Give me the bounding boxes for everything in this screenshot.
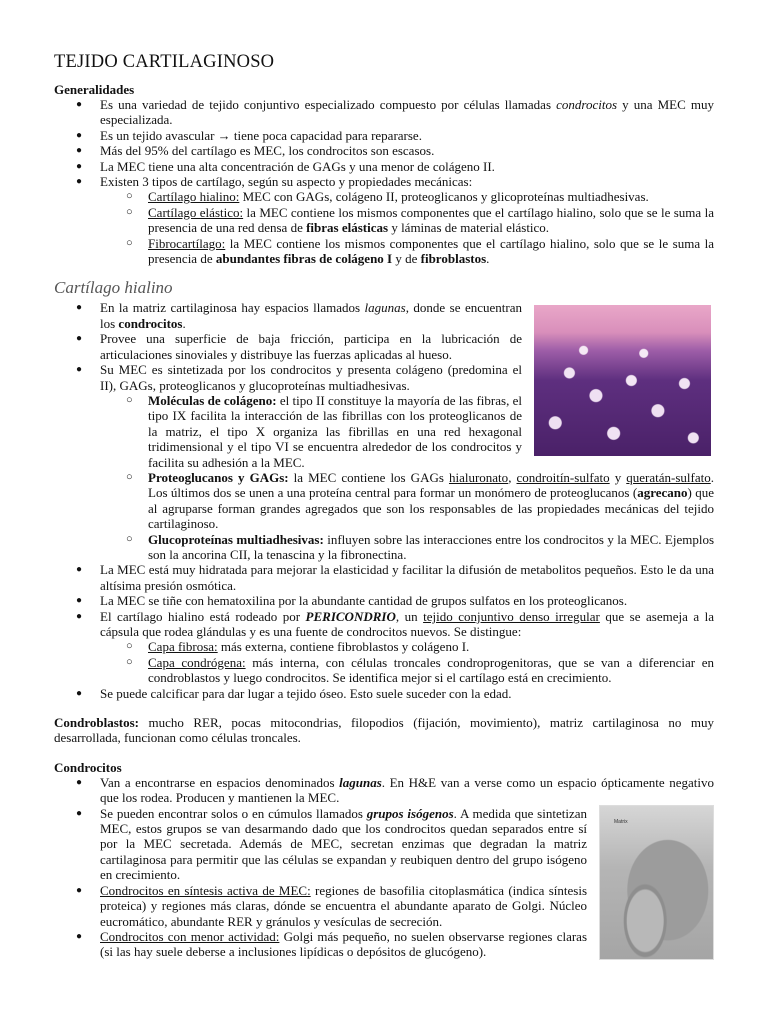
list-item: ● La MEC se tiñe con hematoxilina por la abundante cantidad de grupos sulfatos en los proteoglicanos. (54, 593, 714, 608)
micrograph-label: Matrix (614, 819, 628, 825)
list-item: ● Se pueden encontrar solos o en cúmulos llamados grupos isógenos. A medida que sintetizan MEC, estos grupos se van desarmando dado que los condrocitos quedan separados entre sí por la MEC secretada. Además de MEC, secretan enzimas que degradan la matriz cartilaginosa para permitir que las células se expandan y reubiquen dentro del grupo isógeno en crecimiento. (54, 806, 587, 883)
sub-list-item: ○ Proteoglucanos y GAGs: la MEC contiene los GAGs hialuronato, condroitín-sulfato y queratán-sulfato. Los últimos dos se unen a una proteína central para formar un monómero de proteoglucanos (agrecano) que al agruparse forman grandes agregados que son los responsables de las propiedades mecánicas del tejido cartilaginoso. (54, 470, 714, 532)
sub-list-item: ○ Capa fibrosa: más externa, contiene fibroblastos y colágeno I. (54, 639, 714, 654)
list-item: ● En la matriz cartilaginosa hay espacios llamados lagunas, donde se encuentran los condrocitos. (54, 300, 522, 331)
list-item: ● Condrocitos con menor actividad: Golgi más pequeño, no suelen observarse regiones claras (si las hay suele deberse a inclusiones lipídicas o depósitos de glucógeno). (54, 929, 587, 960)
list-item: ● Van a encontrarse en espacios denominados lagunas. En H&E van a verse como un espacio ópticamente negativo que los rodea. Producen y mantienen la MEC. (54, 775, 714, 806)
list-item: ● Más del 95% del cartílago es MEC, los condrocitos son escasos. (54, 143, 714, 158)
sub-list-item: ○ Cartílago elástico: la MEC contiene los mismos componentes que el cartílago hialino, solo que se le suma la presencia de una red densa de fibras elásticas y láminas de material elástico. (54, 205, 714, 236)
sub-list-item: ○ Cartílago hialino: MEC con GAGs, colágeno II, proteoglicanos y glicoproteínas multiadhesivas. (54, 189, 714, 204)
list-item: ● La MEC está muy hidratada para mejorar la elasticidad y facilitar la difusión de metabolitos pequeños. Esto le da una altísima presión osmótica. (54, 562, 714, 593)
condroblastos-paragraph: Condroblastos: mucho RER, pocas mitocondrias, filopodios (fijación, movimiento), matriz cartilaginosa no muy desarrollada, funcionan como células troncales. (54, 715, 714, 746)
list-item: ● Es un tejido avascular → tiene poca capacidad para repararse. (54, 128, 714, 143)
page-title: TEJIDO CARTILAGINOSO (54, 52, 275, 72)
list-item: ● Es una variedad de tejido conjuntivo especializado compuesto por células llamadas condrocitos y una MEC muy especializada. (54, 97, 714, 128)
list-item: ● Se puede calcificar para dar lugar a tejido óseo. Esto suele suceder con la edad. (54, 686, 714, 701)
list-item: ● Condrocitos en síntesis activa de MEC: regiones de basofilia citoplasmática (indica síntesis proteica) y regiones más claras, dónde se encuentra el abundante aparato de Golgi. Núcleo eucromático, abundante RER y gránulos y vesículas de secreción. (54, 883, 587, 929)
document-page (54, 52, 714, 960)
section-heading-condrocitos: Condrocitos (54, 759, 122, 775)
sub-list-item: ○ Fibrocartílago: la MEC contiene los mismos componentes que el cartílago hialino, solo que se le suma la presencia de abundantes fibras de colágeno I y de fibroblastos. (54, 236, 714, 267)
section-heading-generalidades: Generalidades (54, 82, 135, 97)
section-heading-hialino: Cartílago hialino (54, 278, 173, 298)
list-item: ● Su MEC es sintetizada por los condrocitos y presenta colágeno (predomina el II), GAGs, proteoglicanos y glucoproteínas multiadhesivas. (54, 362, 522, 393)
list-item: ● La MEC tiene una alta concentración de GAGs y una menor de colágeno II. (54, 159, 714, 174)
list-item: ● El cartílago hialino está rodeado por PERICONDRIO, un tejido conjuntivo denso irregular que se asemeja a la cápsula que rodea glándulas y es una fuente de condrocitos nuevos. Se distingue: (54, 609, 714, 640)
sub-list-item: ○ Moléculas de colágeno: el tipo II constituye la mayoría de las fibras, el tipo IX facilita la interacción de las fibrillas con los proteoglicanos de la matriz, el tipo X organiza las fibrillas en una red hexagonal tridimensional y el tipo VI se encuentra alrededor de los condrocitos y facilita su adhesión a la MEC. (54, 393, 522, 470)
sub-list-item: ○ Glucoproteínas multiadhesivas: influyen sobre las interacciones entre los condrocitos y la MEC. Ejemplos son la ancorina CII, la tenascina y la fibronectina. (54, 532, 714, 563)
sub-list-item: ○ Capa condrógena: más interna, con células troncales condroprogenitoras, que se van a diferenciar en condroblastos y luego condrocitos. Se identifica mejor si el cartílago está en crecimiento. (54, 655, 714, 686)
list-item: ● Existen 3 tipos de cartílago, según su aspecto y propiedades mecánicas: (54, 174, 714, 189)
list-item: ● Provee una superficie de baja fricción, participa en la lubricación de articulaciones sinoviales y distribuye las fuerzas aplicadas al hueso. (54, 331, 522, 362)
